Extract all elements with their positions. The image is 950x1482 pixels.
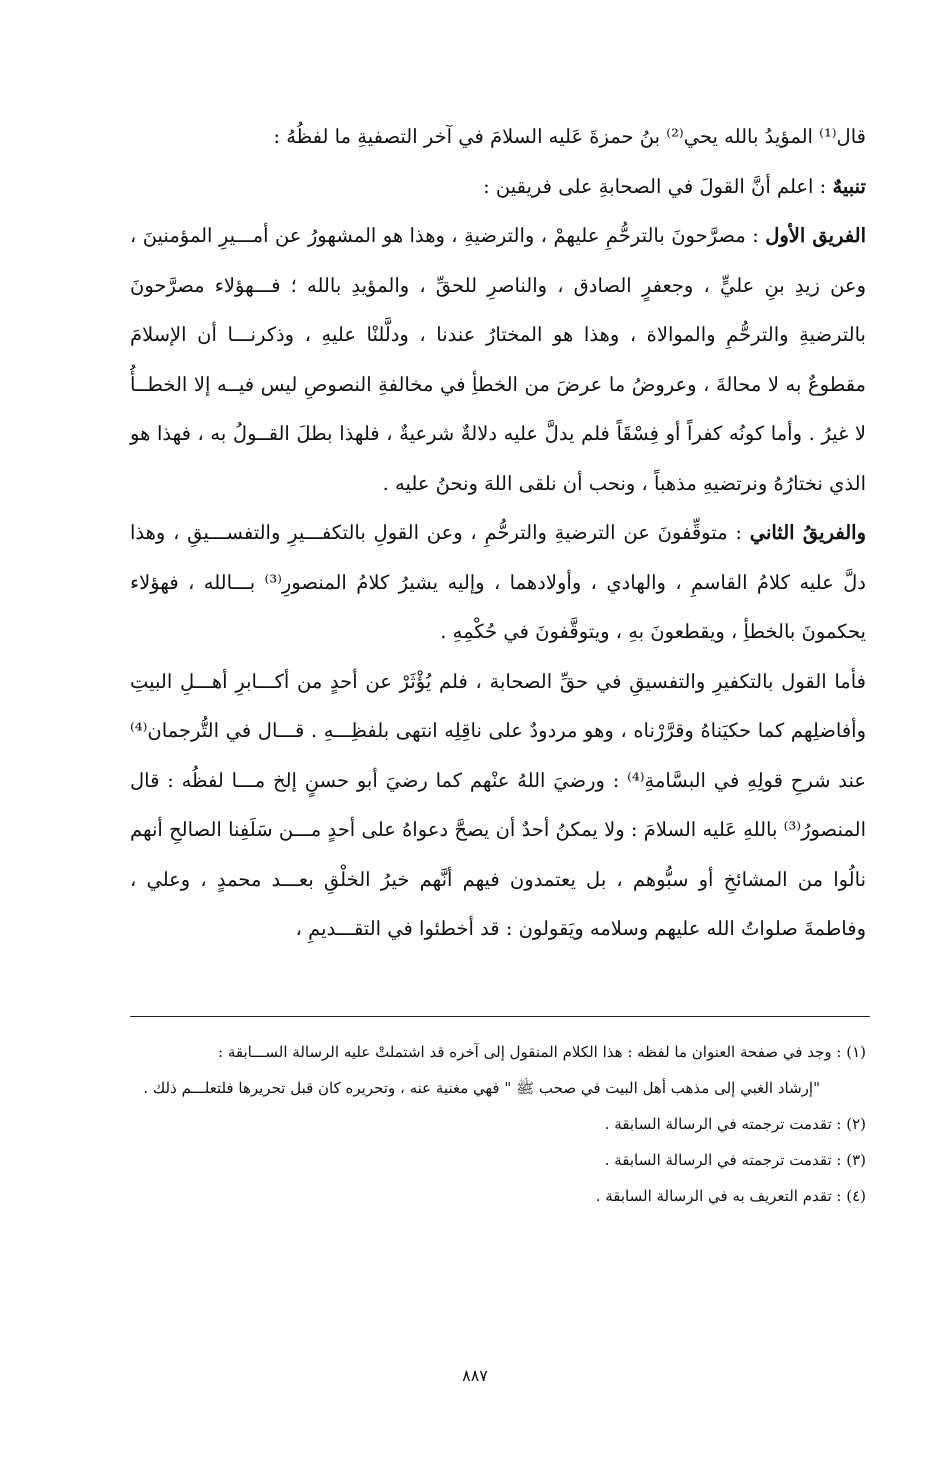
footnotes <box>130 1034 866 1214</box>
paragraph-2-text: : اعلم أنَّ القولَ في الصحابةِ على فريقين : <box>483 174 827 198</box>
paragraph-5: فأما القول بالتكفيرِ والتفسيقِ في حقِّ الصحابة ، فلم يُؤْثَرْ عن أحدٍ من أكـــابرِ أهـــلِ البيتِ وأفاضلِهم كما حكيَناهُ وقرَّرْناه ، وهو مردودٌ على ناقِلِه انتهى بلفظِـــهِ . قـــال في التُّرجمان⁽⁴⁾ عند شرحِ قولِهِ في البسَّامةِ⁽⁴⁾ : ورضيَ اللهُ عنْهم كما رضيَ أبو حسنٍ إلخ مـــا لفظُه : قال المنصورُ⁽³⁾ باللهِ عَليه السلامَ : ولا يمكنُ أحدٌ أن يصحَّ دعواهُ على أحدٍ مـــن سَلَفِنا الصالحِ أنهم نالُوا من المشائخِ أو سبُّوهم ، بل يعتمدون فيهم أنَّهم خيرُ الخلْقِ بعـــد محمدٍ ، وعلي ، وفاطمةَ صلواتُ الله عليهم وسلامه ويَقولون : قد أخطئوا في التقـــديمِ ، <box>130 669 866 940</box>
footnote-3: (٣) : تقدمت ترجمته في الرسالة السابقة . <box>604 1151 866 1169</box>
footnote-1: (١) : وجد في صفحة العنوان ما لفظه : هذا الكلام المنقول إلى آخره قد اشتملتْ عليه الرسالة الســـابقة : <box>218 1043 866 1061</box>
paragraph-4-text: : متوقِّفونَ عن الترضيةِ والترحُّمِ ، وعن القولِ بالتكفـــيرِ والتفســـيقِ ، وهذا دلَّ عليه كلامُ القاسمِ ، والهادي ، وأولادهما ، وإليه يشيرُ كلامُ المنصورِ⁽³⁾ بـــالله ، فهؤلاء يحكمونَ بالخطأِ ، ويقطعونَ بهِ ، ويتوقَّفونَ في حُكْمِهِ . <box>130 521 866 643</box>
paragraph-4 <box>130 508 866 657</box>
paragraph-2 <box>130 162 866 212</box>
footnote-1-continuation: "إرشاد الغبي إلى مذهب أهل البيت في صحب ﷺ " فهي مغنية عنه ، وتحريره كان قبل تحريرها فلتعلـــم ذلك . <box>143 1079 820 1097</box>
footnote-divider <box>130 1016 870 1017</box>
main-text <box>130 112 866 954</box>
paragraph-3-text: : مصرَّحونَ بالترحُّمِ عليهمْ ، والترضيةِ ، وهذا هو المشهورُ عن أمـــيرِ المؤمنينَ ، وعن زيدِ بنِ عليٍّ ، وجعفرٍ الصادق ، والناصرِ للحقِّ ، والمؤيدِ بالله ؛ فـــهؤلاء مصرَّحونَ بالترضيةِ والترحُّمِ والموالاة ، وهذا هو المختارُ عندنا ، ودلَّلنْا عليهِ ، وذكرنـــا أن الإسلامَ مقطوعٌ به لا محالةَ ، وعروضُ ما عرضَ من الخطأِ في مخالفةِ النصوصِ ليس فيــه إلا الخطــأُ لا غيرُ . وأما كونُه كفراً أو فِسْقَاً فلم يدلَّ عليه دلالةٌ شرعيةٌ ، فلهذا بطلَ القــولُ به ، فهذا هو الذي نختارُهُ ونرتضيهِ مذهباً ، ونحب أن نلقى اللهَ ونحنُ عليه . <box>130 224 866 495</box>
paragraph-4-label: والفريقُ الثاني <box>749 521 866 544</box>
paragraph-1: قال⁽¹⁾ المؤيدُ بالله يحي⁽²⁾ بنُ حمزةَ عَليه السلامَ في آخر التصفيةِ ما لفظُهُ : <box>273 125 866 148</box>
paragraph-2-label: تنبيهٌ <box>832 174 866 198</box>
footnote-2: (٢) : تقدمت ترجمته في الرسالة السابقة . <box>604 1115 866 1133</box>
paragraph-3-label: الفريق الأول <box>765 224 866 247</box>
paragraph-3 <box>130 211 866 508</box>
page-number: ٨٨٧ <box>462 1366 488 1385</box>
footnote-4: (٤) : تقدم التعريف به في الرسالة السابقة . <box>595 1187 866 1205</box>
